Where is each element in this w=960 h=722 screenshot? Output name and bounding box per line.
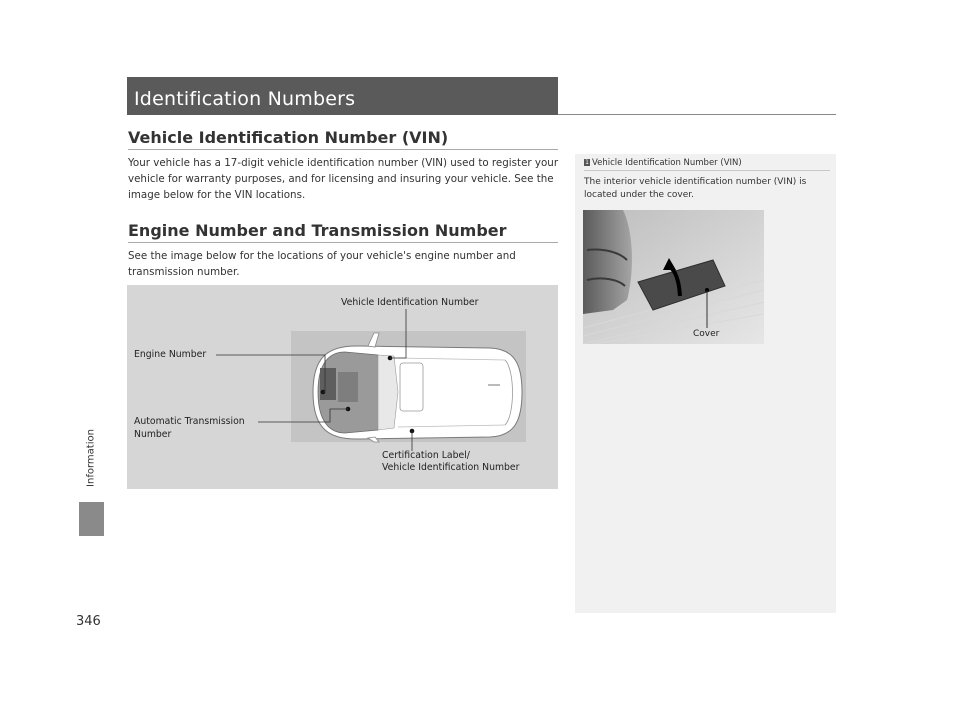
vin-cover-photo <box>583 210 764 344</box>
engine-paragraph: See the image below for the locations of your vehicle's engine number and transmission number. <box>128 250 516 278</box>
section-tab-label: Information <box>85 429 97 487</box>
transmission-block <box>338 372 358 402</box>
note-number: 1 <box>585 159 589 166</box>
figure-label-transmission-1: Automatic Transmission <box>134 416 245 427</box>
note-body: The interior vehicle identification number (VIN) is located under the cover. <box>584 177 807 200</box>
photo-label-cover: Cover <box>693 329 720 339</box>
engine-heading: Engine Number and Transmission Number <box>128 221 507 240</box>
vin-heading: Vehicle Identification Number (VIN) <box>128 128 449 147</box>
windshield <box>378 355 398 430</box>
note-rule <box>584 170 830 171</box>
section-tab <box>80 413 102 503</box>
vin-paragraph: Your vehicle has a 17-digit vehicle identification number (VIN) used to register your vehicle for warranty purposes, and for licensing and insuring your vehicle. See the image below for the VIN locations. <box>128 157 559 201</box>
section-tab-marker <box>79 502 104 536</box>
note-title-text: Vehicle Identification Number (VIN) <box>592 158 742 168</box>
sunroof <box>400 363 423 411</box>
note-title <box>584 158 742 168</box>
figure-label-engine: Engine Number <box>134 349 207 360</box>
figure-label-cert-1: Certification Label/ <box>382 450 470 461</box>
page-number: 346 <box>76 614 101 629</box>
page-title: Identification Numbers <box>134 88 356 110</box>
engine-block <box>320 368 336 400</box>
figure-label-cert-2: Vehicle Identification Number <box>382 462 520 473</box>
figure-label-vin: Vehicle Identification Number <box>341 297 479 308</box>
figure-label-transmission-2: Number <box>134 429 172 440</box>
